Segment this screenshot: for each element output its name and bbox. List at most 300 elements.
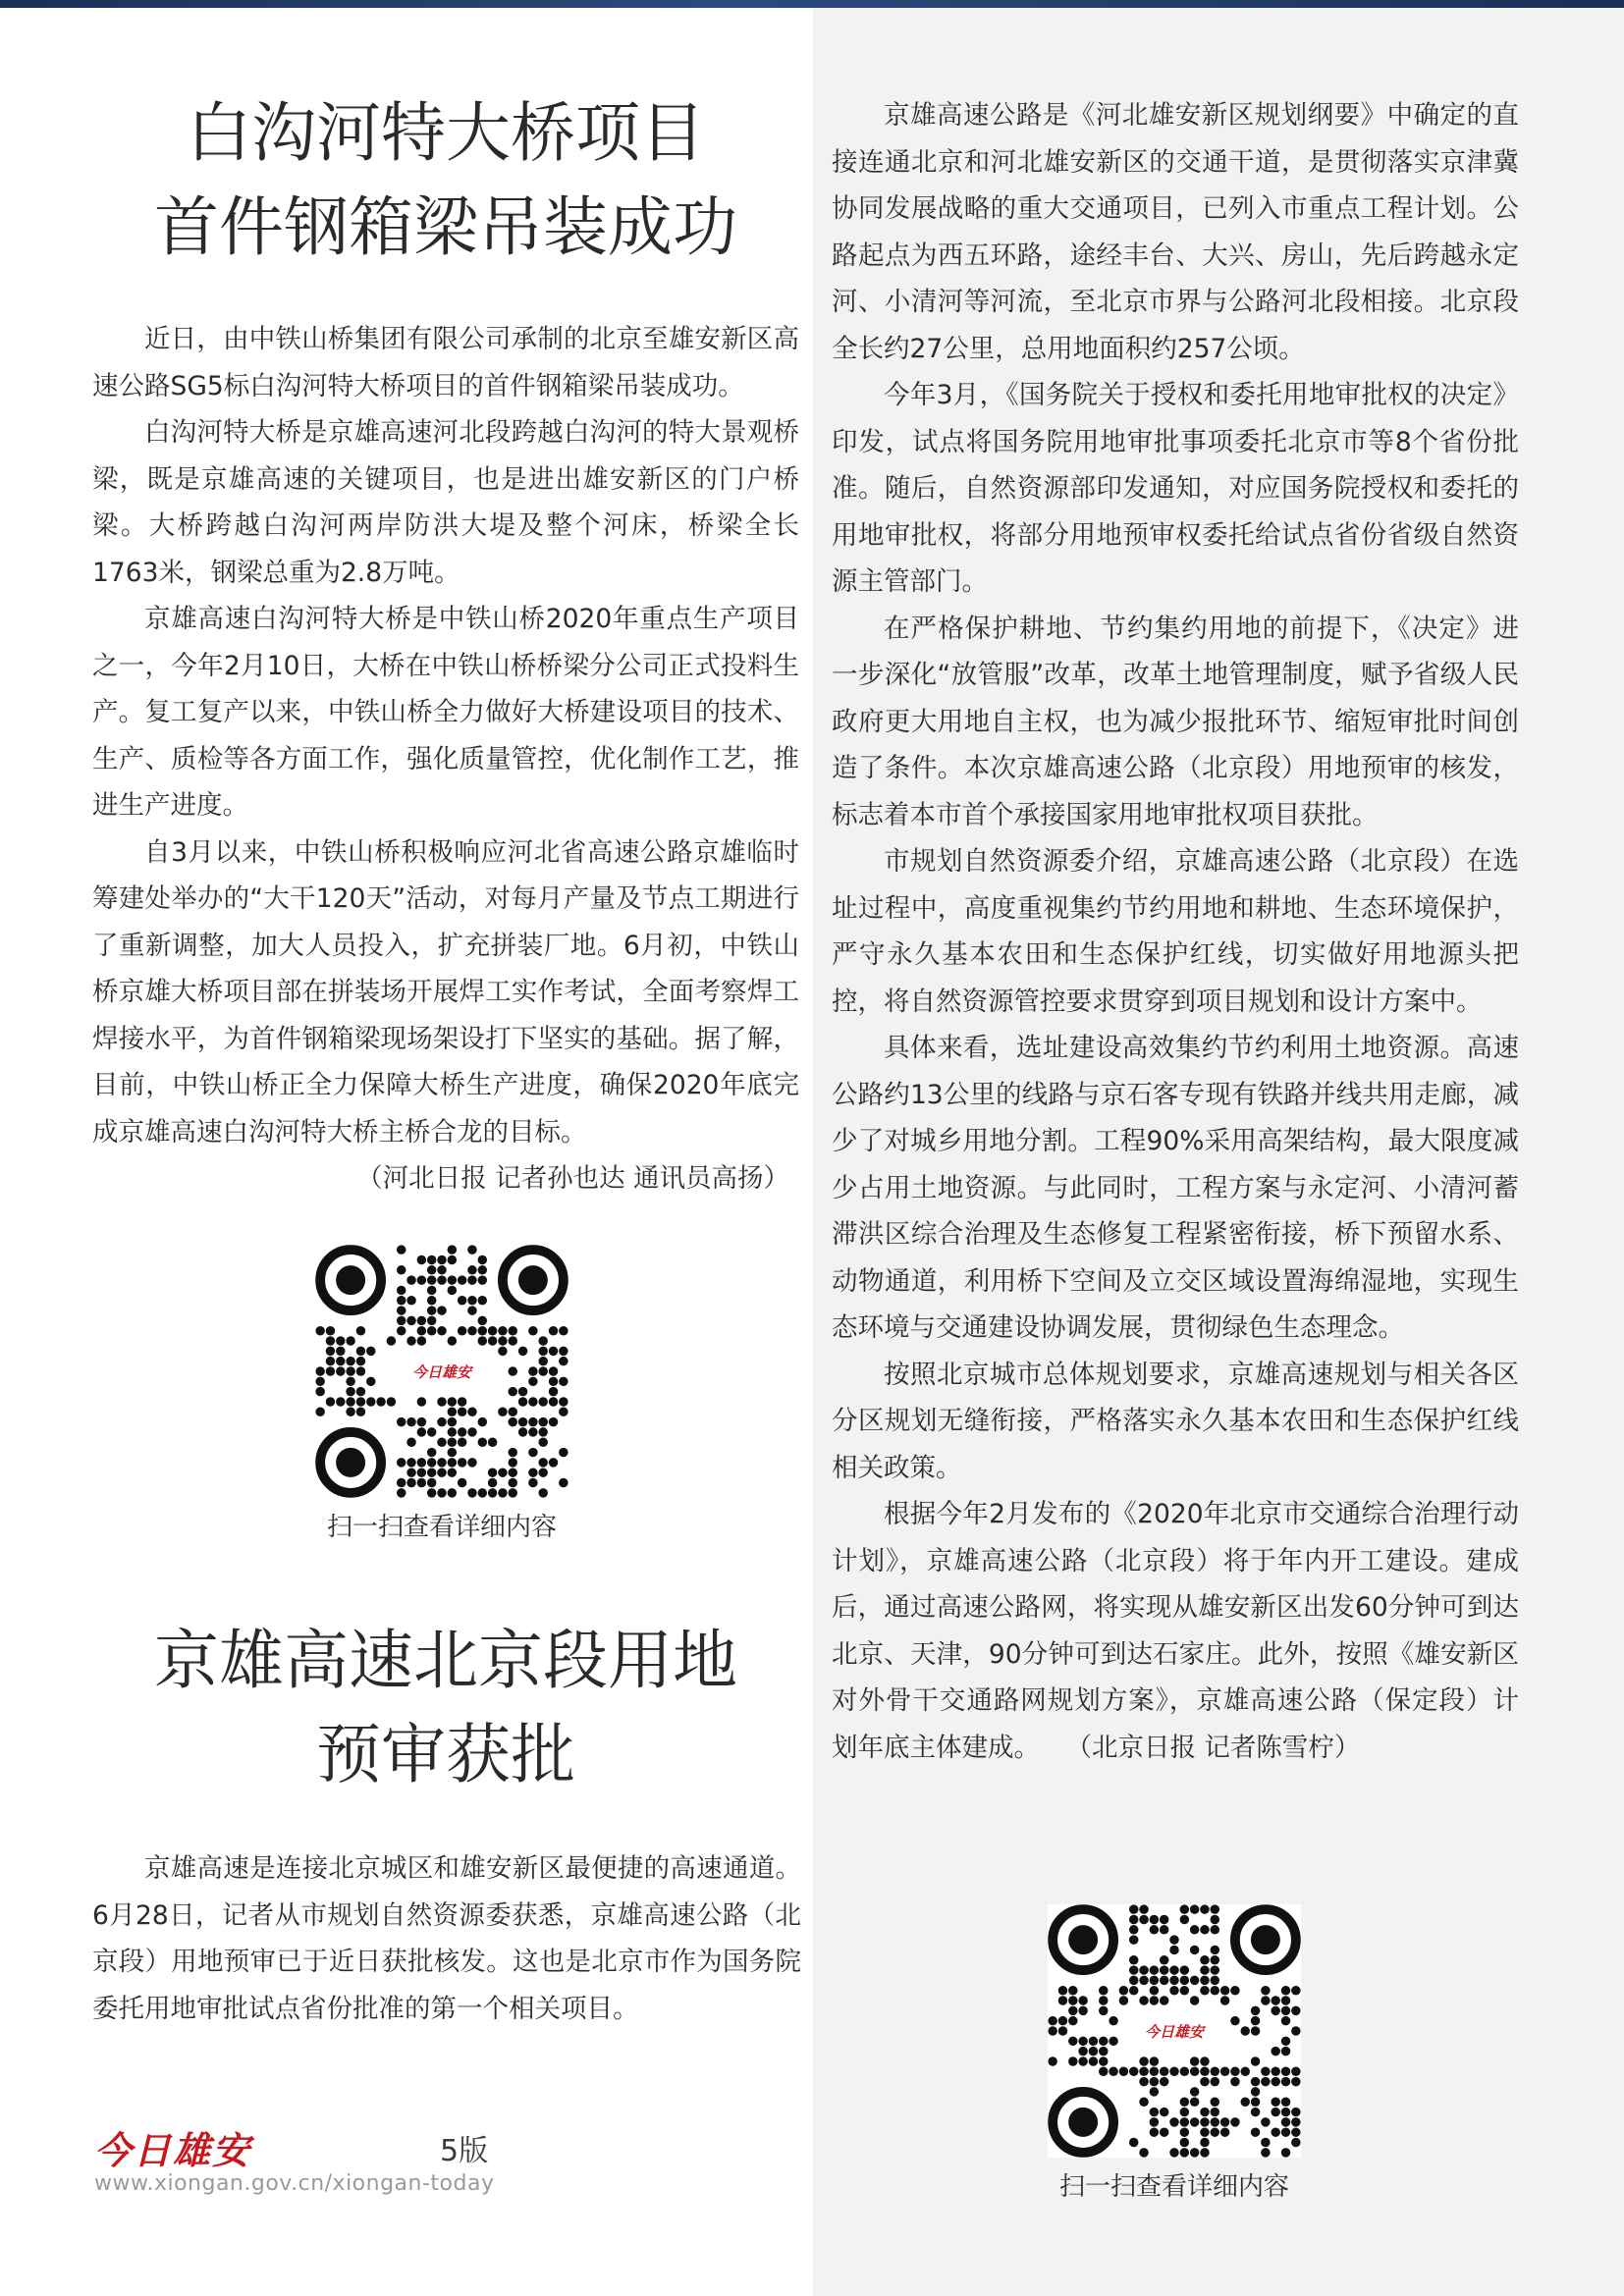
- qr-module: [1139, 1976, 1148, 1985]
- qr-module: [1211, 1925, 1219, 1934]
- qr-module: [1261, 2148, 1270, 2157]
- qr-module: [1291, 1986, 1300, 1995]
- article-1: [92, 86, 799, 275]
- qr-code[interactable]: [1048, 1904, 1301, 2158]
- qr-module: [1271, 2108, 1279, 2116]
- qr-module: [1058, 1996, 1067, 2004]
- qr-module: [1139, 2097, 1148, 2106]
- qr-module: [1058, 2026, 1067, 2035]
- qr-module: [1139, 1915, 1148, 1924]
- qr-module: [1220, 2067, 1229, 2076]
- qr-module: [518, 1427, 527, 1436]
- qr-module: [406, 1478, 415, 1487]
- qr-module: [1169, 2067, 1178, 2076]
- qr-module: [1180, 1915, 1189, 1924]
- qr-module: [427, 1275, 436, 1284]
- qr-module: [549, 1347, 558, 1356]
- qr-finder-dot: [1068, 1925, 1098, 1954]
- qr-module: [406, 1458, 415, 1467]
- qr-module: [1230, 2067, 1239, 2076]
- qr-module: [528, 1427, 537, 1436]
- qr-module: [1281, 2077, 1290, 2086]
- qr-module: [356, 1357, 365, 1365]
- qr-module: [1180, 1904, 1189, 1913]
- footer-page-number: 5版: [440, 2134, 489, 2168]
- article-1-paragraph: 近日，由中铁山桥集团有限公司承制的北京至雄安新区高速公路SG5标白沟河特大桥项目的首件钢箱梁吊装成功。: [92, 324, 799, 401]
- qr-module: [1169, 2117, 1178, 2126]
- qr-module: [1169, 1965, 1178, 1974]
- qr-module: [1281, 2016, 1290, 2025]
- qr-module: [1200, 2138, 1209, 2147]
- qr-module: [1150, 1965, 1159, 1974]
- qr-module: [508, 1458, 516, 1467]
- qr-module: [397, 1306, 406, 1314]
- qr-module: [1099, 2056, 1108, 2065]
- qr-module: [397, 1296, 406, 1305]
- footer-url[interactable]: www.xiongan.gov.cn/xiongan-today: [94, 2171, 495, 2196]
- qr-module: [1078, 2006, 1087, 2015]
- article-2-paragraph: 京雄高速公路是《河北雄安新区规划纲要》中确定的直接连通北京和河北雄安新区的交通干道，是贯彻落实京津冀协同发展战略的重大交通项目，已列入市重点工程计划。公路起点为西五环路，途经丰台、大兴、房山，先后跨越永定河、小清河等河流，至北京市界与公路河北段相接。北京段全长约27公里，总用地面积约257公顷。: [832, 100, 1519, 364]
- qr-module: [437, 1458, 446, 1467]
- qr-module: [326, 1397, 335, 1406]
- article-2-paragraph: 京雄高速是连接北京城区和雄安新区最便捷的高速通道。6月28日，记者从市规划自然资源委获悉，京雄高速公路（北京段）用地预审已于近日获批核发。这也是北京市作为国务院委托用地审批试点省份批准的第一个相关项目。: [92, 1853, 801, 2024]
- qr-module: [397, 1316, 406, 1325]
- qr-module: [1129, 1915, 1138, 1924]
- qr-module: [1129, 1935, 1138, 1944]
- qr-module: [478, 1336, 487, 1345]
- qr-module: [406, 1417, 415, 1426]
- qr-module: [1251, 2056, 1260, 2065]
- qr-module: [427, 1265, 436, 1274]
- qr-module: [1068, 2006, 1077, 2015]
- qr-module: [387, 1397, 396, 1406]
- qr-module: [1291, 2026, 1300, 2035]
- qr-module: [1180, 2117, 1189, 2126]
- qr-module: [437, 1488, 446, 1497]
- article-1-qr-block: [295, 1245, 589, 1547]
- qr-module: [1160, 2127, 1168, 2136]
- qr-module: [1281, 2127, 1290, 2136]
- qr-module: [397, 1458, 406, 1467]
- qr-module: [1139, 2077, 1148, 2086]
- qr-module: [406, 1296, 415, 1305]
- qr-module: [1129, 2067, 1138, 2076]
- qr-module: [1048, 2056, 1056, 2065]
- qr-module: [1200, 2056, 1209, 2065]
- qr-module: [1058, 2016, 1067, 2025]
- qr-module: [1078, 1996, 1087, 2004]
- qr-module: [1058, 1986, 1067, 1995]
- qr-module: [549, 1366, 558, 1375]
- qr-module: [1150, 2067, 1159, 2076]
- qr-module: [1200, 2148, 1209, 2157]
- qr-module: [549, 1417, 558, 1426]
- qr-module: [1200, 2117, 1209, 2126]
- qr-module: [397, 1417, 406, 1426]
- qr-module: [1099, 2037, 1108, 2046]
- qr-module: [1180, 2067, 1189, 2076]
- qr-module: [538, 1357, 547, 1365]
- qr-module: [406, 1316, 415, 1325]
- qr-module: [1160, 1965, 1168, 1974]
- qr-module: [1160, 2108, 1168, 2116]
- qr-module: [528, 1397, 537, 1406]
- article-1-paragraph: 白沟河特大桥是京雄高速河北段跨越白沟河的特大景观桥梁，既是京雄高速的关键项目，也是进出雄安新区的门户桥梁。大桥跨越白沟河两岸防洪大堤及整个河床，桥梁全长1763米，钢梁总重为2.8万吨。: [92, 417, 799, 588]
- qr-module: [1271, 2127, 1279, 2136]
- qr-module: [1281, 2148, 1290, 2157]
- qr-module: [458, 1275, 466, 1284]
- qr-module: [538, 1437, 547, 1446]
- qr-module: [467, 1275, 476, 1284]
- qr-module: [1291, 2117, 1300, 2126]
- qr-module: [1169, 1935, 1178, 1944]
- qr-module: [448, 1427, 457, 1436]
- qr-module: [1220, 1996, 1229, 2004]
- qr-module: [448, 1336, 457, 1345]
- qr-module: [1200, 1904, 1209, 1913]
- qr-module: [448, 1448, 457, 1457]
- qr-module: [417, 1336, 426, 1345]
- article-2-intro: [92, 1845, 801, 2032]
- qr-caption: 扫一扫查看详细内容: [1058, 2172, 1289, 2202]
- qr-module: [1211, 1904, 1219, 1913]
- qr-module: [1129, 1904, 1138, 1913]
- qr-module: [1139, 1904, 1148, 1913]
- qr-module: [1139, 2148, 1148, 2157]
- article-2-paragraph: 根据今年2月发布的《2020年北京市交通综合治理行动计划》，京雄高速公路（北京段）将于年内开工建设。建成后，通过高速公路网，将实现从雄安新区出发60分钟可到达北京、天津，90分钟可到达石家庄。此外，按照《雄安新区对外骨干交通路网规划方案》，京雄高速公路（保定段）计划年底主体建成。 （北京日报 记者陈雪柠）: [832, 1499, 1519, 1763]
- qr-module: [498, 1347, 507, 1356]
- article-2-paragraph: 具体来看，选址建设高效集约节约利用土地资源。高速公路约13公里的线路与京石客专现有铁路并线共用走廊，减少了对城乡用地分割。工程90%采用高架结构，最大限度减少占用土地资源。与此同时，工程方案与永定河、小清河蓄滞洪区综合治理及生态修复工程紧密衔接，桥下预留水系、动物通道，利用桥下空间及立交区域设置海绵湿地，实现生态环境与交通建设协调发展，贯彻绿色生态理念。: [832, 1033, 1519, 1343]
- qr-module: [326, 1366, 335, 1375]
- qr-module: [549, 1387, 558, 1396]
- qr-module: [498, 1326, 507, 1335]
- qr-module: [1160, 2067, 1168, 2076]
- qr-module: [1281, 2067, 1290, 2076]
- article-2-title-line-2: 预审获批: [316, 1717, 575, 1792]
- qr-module: [1211, 1915, 1219, 1924]
- qr-module: [1230, 1986, 1239, 1995]
- qr-module: [427, 1427, 436, 1436]
- qr-module: [559, 1357, 568, 1365]
- qr-module: [458, 1408, 466, 1416]
- qr-module: [1291, 2138, 1300, 2147]
- qr-module: [1281, 1996, 1290, 2004]
- qr-module: [538, 1397, 547, 1406]
- qr-module: [1099, 1996, 1108, 2004]
- qr-module: [427, 1286, 436, 1295]
- qr-module: [336, 1397, 345, 1406]
- qr-module: [437, 1397, 446, 1406]
- qr-module: [508, 1336, 516, 1345]
- qr-module: [559, 1478, 568, 1487]
- article-2: [92, 1614, 799, 1802]
- qr-module: [538, 1366, 547, 1375]
- qr-module: [508, 1478, 516, 1487]
- qr-module: [448, 1286, 457, 1295]
- qr-module: [538, 1458, 547, 1467]
- qr-module: [1211, 2108, 1219, 2116]
- qr-module: [437, 1417, 446, 1426]
- qr-module: [478, 1316, 487, 1325]
- qr-module: [315, 1408, 324, 1416]
- qr-module: [488, 1468, 497, 1476]
- qr-module: [488, 1437, 497, 1446]
- qr-module: [448, 1417, 457, 1426]
- qr-module: [346, 1387, 354, 1396]
- qr-module: [427, 1448, 436, 1457]
- qr-module: [406, 1437, 415, 1446]
- qr-module: [356, 1366, 365, 1375]
- qr-module: [549, 1326, 558, 1335]
- qr-module: [1190, 1925, 1199, 1934]
- qr-module: [366, 1377, 375, 1386]
- qr-module: [417, 1417, 426, 1426]
- qr-module: [1150, 2108, 1159, 2116]
- qr-module: [1211, 1965, 1219, 1974]
- qr-module: [508, 1408, 516, 1416]
- qr-module: [1089, 2047, 1098, 2056]
- article-1-paragraph: 京雄高速白沟河特大桥是中铁山桥2020年重点生产项目之一，今年2月10日，大桥在中铁山桥桥梁分公司正式投料生产。复工复产以来，中铁山桥全力做好大桥建设项目的技术、生产、质检等各方面工作，强化质量管控，优化制作工艺，推进生产进度。: [92, 604, 799, 821]
- qr-module: [458, 1296, 466, 1305]
- qr-module: [467, 1296, 476, 1305]
- qr-module: [1150, 1996, 1159, 2004]
- article-2-paragraph: 市规划自然资源委介绍，京雄高速公路（北京段）在选址过程中，高度重视集约节约用地和耕地、生态环境保护，严守永久基本农田和生态保护红线，切实做好用地源头把控，将自然资源管控要求贯穿到项目规划和设计方案中。: [832, 846, 1519, 1017]
- qr-module: [467, 1265, 476, 1274]
- qr-module: [1190, 1946, 1199, 1954]
- qr-module: [1139, 2067, 1148, 2076]
- qr-module: [448, 1408, 457, 1416]
- qr-module: [448, 1437, 457, 1446]
- qr-module: [559, 1448, 568, 1457]
- qr-module: [1251, 2127, 1260, 2136]
- qr-module: [498, 1488, 507, 1497]
- qr-module: [1150, 2056, 1159, 2065]
- qr-module: [1200, 2127, 1209, 2136]
- qr-module: [356, 1387, 365, 1396]
- qr-module: [1211, 2077, 1219, 2086]
- qr-module: [528, 1377, 537, 1386]
- qr-module: [1211, 2117, 1219, 2126]
- qr-module: [326, 1336, 335, 1345]
- qr-module: [498, 1336, 507, 1345]
- qr-module: [1068, 2056, 1077, 2065]
- qr-module: [376, 1397, 385, 1406]
- qr-module: [336, 1347, 345, 1356]
- qr-module: [538, 1347, 547, 1356]
- top-accent-bar: [0, 0, 1624, 8]
- qr-module: [508, 1417, 516, 1426]
- qr-module: [336, 1366, 345, 1375]
- qr-module: [1150, 2077, 1159, 2086]
- qr-module: [1180, 2127, 1189, 2136]
- qr-module: [508, 1326, 516, 1335]
- qr-module: [458, 1437, 466, 1446]
- qr-module: [1291, 2127, 1300, 2136]
- qr-module: [437, 1468, 446, 1476]
- qr-module: [448, 1488, 457, 1497]
- qr-module: [1281, 2108, 1290, 2116]
- qr-module: [437, 1275, 446, 1284]
- qr-finder-dot: [1251, 1925, 1280, 1954]
- qr-module: [559, 1377, 568, 1386]
- qr-module: [1109, 2037, 1117, 2046]
- qr-module: [1169, 1946, 1178, 1954]
- qr-module: [1211, 2127, 1219, 2136]
- qr-finder-dot: [518, 1265, 548, 1295]
- qr-module: [326, 1357, 335, 1365]
- qr-module: [417, 1316, 426, 1325]
- qr-module: [448, 1397, 457, 1406]
- qr-module: [437, 1265, 446, 1274]
- qr-module: [1211, 2097, 1219, 2106]
- qr-module: [356, 1326, 365, 1335]
- qr-module: [1190, 1904, 1199, 1913]
- qr-module: [1200, 1955, 1209, 1964]
- qr-module: [1281, 1986, 1290, 1995]
- qr-code[interactable]: [315, 1245, 568, 1498]
- qr-module: [1200, 2108, 1209, 2116]
- qr-module: [1150, 2127, 1159, 2136]
- qr-module: [467, 1326, 476, 1335]
- article-1-source: （河北日报 记者孙也达 通讯员高扬）: [356, 1163, 789, 1194]
- qr-module: [1160, 1955, 1168, 1964]
- article-2-continuation: [832, 92, 1519, 1771]
- qr-module: [528, 1478, 537, 1487]
- qr-module: [528, 1326, 537, 1335]
- qr-module: [417, 1255, 426, 1264]
- qr-module: [559, 1408, 568, 1416]
- qr-module: [1200, 1976, 1209, 1985]
- qr-module: [508, 1448, 516, 1457]
- qr-module: [559, 1326, 568, 1335]
- qr-module: [427, 1488, 436, 1497]
- qr-module: [1180, 1986, 1189, 1995]
- qr-module: [458, 1458, 466, 1467]
- qr-module: [417, 1326, 426, 1335]
- qr-logo: 今日雄安: [398, 1357, 486, 1388]
- qr-module: [417, 1397, 426, 1406]
- qr-module: [1169, 1986, 1178, 1995]
- qr-module: [1099, 2006, 1108, 2015]
- qr-module: [478, 1265, 487, 1274]
- qr-module: [1251, 2006, 1260, 2015]
- qr-module: [417, 1427, 426, 1436]
- qr-module: [549, 1397, 558, 1406]
- qr-module: [406, 1275, 415, 1284]
- qr-module: [1281, 2037, 1290, 2046]
- qr-module: [1271, 1996, 1279, 2004]
- qr-module: [1200, 2067, 1209, 2076]
- qr-module: [1271, 2067, 1279, 2076]
- qr-module: [1190, 1996, 1199, 2004]
- qr-module: [427, 1478, 436, 1487]
- qr-module: [1251, 2016, 1260, 2025]
- qr-module: [448, 1468, 457, 1476]
- qr-module: [1190, 2117, 1199, 2126]
- qr-finder-dot: [336, 1448, 365, 1477]
- qr-module: [346, 1377, 354, 1386]
- qr-module: [1129, 1955, 1138, 1964]
- qr-module: [538, 1427, 547, 1436]
- qr-module: [1261, 2117, 1270, 2126]
- qr-module: [387, 1336, 396, 1345]
- qr-module: [427, 1316, 436, 1325]
- qr-module: [366, 1347, 375, 1356]
- qr-module: [1139, 1965, 1148, 1974]
- qr-module: [417, 1478, 426, 1487]
- qr-module: [518, 1347, 527, 1356]
- qr-module: [518, 1387, 527, 1396]
- qr-module: [467, 1488, 476, 1497]
- qr-module: [1048, 2016, 1056, 2025]
- qr-module: [1180, 1965, 1189, 1974]
- qr-module: [498, 1468, 507, 1476]
- qr-module: [1068, 2016, 1077, 2025]
- qr-module: [1139, 1996, 1148, 2004]
- article-1-paragraph: 自3月以来，中铁山桥积极响应河北省高速公路京雄临时筹建处举办的“大干120天”活动，对每月产量及节点工期进行了重新调整，加大人员投入，扩充拼装厂地。6月初，中铁山桥京雄大桥项目部在拼装场开展焊工实作考试，全面考察焊工焊接水平，为首件钢箱梁现场架设打下坚实的基础。据了解，目前，中铁山桥正全力保障大桥生产进度，确保2020年底完成京雄高速白沟河特大桥主桥合龙的目标。: [92, 836, 799, 1148]
- qr-module: [1068, 2037, 1077, 2046]
- qr-module: [1261, 1986, 1270, 1995]
- qr-module: [1281, 2047, 1290, 2056]
- qr-module: [549, 1458, 558, 1467]
- qr-module: [1180, 1976, 1189, 1985]
- qr-module: [1261, 2067, 1270, 2076]
- qr-module: [478, 1296, 487, 1305]
- qr-module: [538, 1336, 547, 1345]
- qr-module: [1169, 1976, 1178, 1985]
- qr-module: [1129, 1976, 1138, 1985]
- qr-module: [1240, 2026, 1249, 2035]
- qr-module: [1129, 2138, 1138, 2147]
- qr-module: [467, 1408, 476, 1416]
- qr-module: [417, 1275, 426, 1284]
- qr-module: [1230, 2117, 1239, 2126]
- qr-module: [1190, 2067, 1199, 2076]
- qr-module: [478, 1488, 487, 1497]
- qr-module: [1251, 2077, 1260, 2086]
- qr-module: [356, 1397, 365, 1406]
- qr-module: [1160, 1976, 1168, 1985]
- qr-module: [508, 1366, 516, 1375]
- qr-module: [1240, 2067, 1249, 2076]
- qr-module: [538, 1468, 547, 1476]
- qr-module: [356, 1408, 365, 1416]
- article-1-title-line-2: 首件钢箱梁吊装成功: [154, 189, 737, 265]
- qr-module: [1200, 1986, 1209, 1995]
- qr-module: [518, 1397, 527, 1406]
- qr-module: [427, 1468, 436, 1476]
- qr-module: [1291, 2067, 1300, 2076]
- qr-module: [1119, 1986, 1128, 1995]
- qr-module: [528, 1468, 537, 1476]
- qr-module: [1180, 2097, 1189, 2106]
- qr-caption: 扫一扫查看详细内容: [326, 1513, 557, 1542]
- qr-module: [1099, 2067, 1108, 2076]
- qr-module: [406, 1336, 415, 1345]
- qr-module: [427, 1458, 436, 1467]
- qr-module: [559, 1347, 568, 1356]
- qr-module: [1150, 1915, 1159, 1924]
- qr-module: [1089, 2037, 1098, 2046]
- qr-module: [1129, 1986, 1138, 1995]
- qr-module: [488, 1478, 497, 1487]
- qr-module: [427, 1326, 436, 1335]
- qr-module: [559, 1397, 568, 1406]
- qr-module: [437, 1326, 446, 1335]
- qr-module: [458, 1478, 466, 1487]
- qr-module: [488, 1326, 497, 1335]
- qr-module: [1150, 1986, 1159, 1995]
